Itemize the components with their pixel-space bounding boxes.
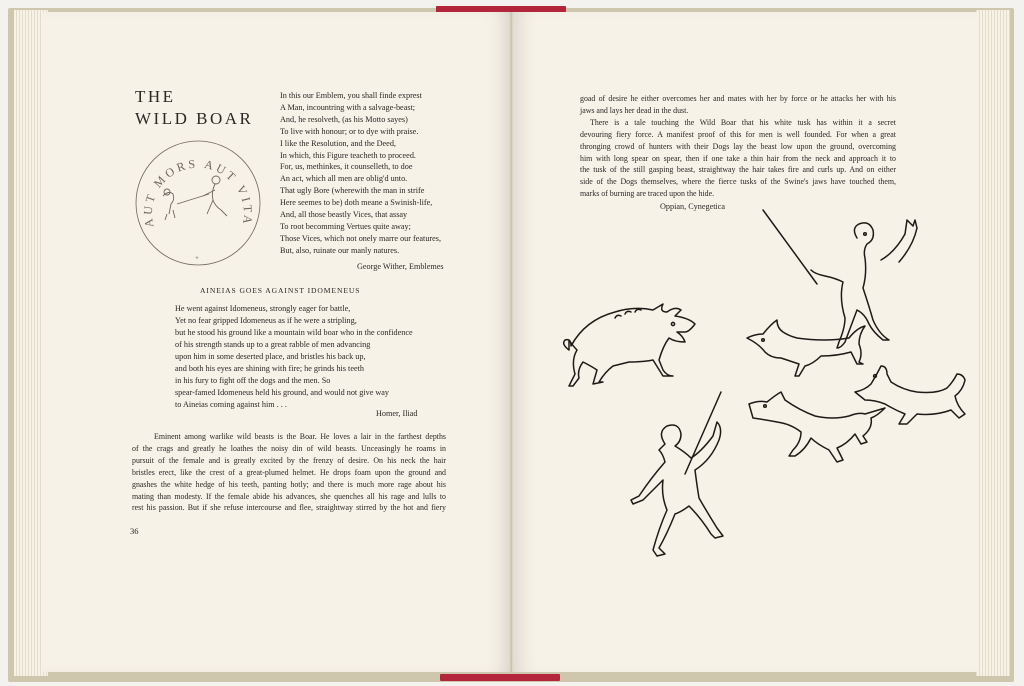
poem-line: To root becomming Vertues quite away; bbox=[280, 221, 411, 231]
emblem-motto: AUT MORS AUT VITA bbox=[140, 156, 256, 229]
prose-line: of the crags and greatly he loathes the noisy din of wild beasts. Unceasingly he roams in bbox=[132, 443, 446, 453]
poem-line: A Man, incountring with a salvage-beast; bbox=[280, 102, 416, 112]
hunt-illustration bbox=[535, 200, 975, 620]
iliad-line: and both his eyes are shining with fire; he grinds his teeth bbox=[175, 363, 364, 373]
poem-attribution: George Wither, Emblemes bbox=[357, 262, 444, 271]
prose-line: mating than modesty. If the female abide his advances, she quenches all his rage and lulls to bbox=[132, 491, 446, 501]
dog-middle-drawing bbox=[747, 320, 865, 376]
poem-line: To live with honour; or to dye with praise. bbox=[280, 126, 419, 136]
iliad-attribution: Homer, Iliad bbox=[376, 409, 418, 418]
poem-line: That ugly Bore (wherewith the man in strife bbox=[280, 186, 425, 196]
oppian-attribution: Oppian, Cynegetica bbox=[660, 202, 726, 211]
title-line-2: WILD BOAR bbox=[135, 109, 254, 128]
left-prose bbox=[132, 431, 446, 514]
iliad-line: but he stood his ground like a mountain wild boar who in the confidence bbox=[175, 327, 413, 337]
iliad-line: to Aineias coming against him . . . bbox=[175, 399, 287, 409]
dog-right-drawing bbox=[855, 366, 965, 424]
prose-line: goad of desire he either overcomes her and mates with her by force or he attacks her with his bbox=[580, 94, 896, 103]
prose-line: rest his passion. But if she refuse intercourse and flee, straightway stirred by the hot and fiery bbox=[132, 503, 446, 513]
prose-line: thronging crowd of hunters with their Dogs lay the beast low upon the ground, overcoming bbox=[580, 141, 896, 151]
page-title bbox=[135, 86, 253, 130]
section-heading: AINEIAS GOES AGAINST IDOMENEUS bbox=[200, 286, 361, 295]
poem-line: But, also, ruinate our manly natures. bbox=[280, 245, 400, 255]
poem-line: In which, this Figure teacheth to proceed. bbox=[280, 150, 416, 160]
poem-line: Here seemes to be) doth meane a Swinish-life, bbox=[280, 198, 433, 208]
right-prose bbox=[580, 93, 896, 200]
page-edges-right bbox=[976, 10, 1010, 676]
poem-line: And, all those beastly Vices, that assay bbox=[280, 210, 408, 220]
emblem-medallion bbox=[133, 138, 263, 268]
poem-line: And, he resolveth, (as his Motto sayes) bbox=[280, 114, 408, 124]
poem-line: An act, which all men are oblig'd unto. bbox=[280, 174, 408, 184]
hunter-with-club-drawing bbox=[763, 210, 917, 348]
prose-line: the tusk of the still gasping beast, straightway the hair takes fire and curls up. And on either bbox=[580, 165, 896, 175]
iliad-line: He went against Idomeneus, strongly eager for battle, bbox=[175, 304, 351, 313]
boar-drawing bbox=[564, 304, 695, 386]
poem-line: Those Vices, which not onely marre our features, bbox=[280, 233, 442, 243]
prose-line: Eminent among warlike wild beasts is the Boar. He loves a lair in the farthest depths bbox=[154, 432, 446, 441]
prose-line: him with long spear on spear, then if one take a thin hair from the neck and approach it to bbox=[580, 153, 896, 163]
prose-line: jaws and lays her dead in the dust. bbox=[580, 105, 689, 115]
prose-line: marks of burning are traced upon the hide. bbox=[580, 189, 715, 199]
hunter-with-spear-drawing bbox=[631, 392, 723, 556]
emblem-boar-icon bbox=[163, 189, 175, 220]
book-gutter bbox=[510, 12, 513, 672]
iliad-line: of his strength stands up to a great rabble of men advancing bbox=[175, 339, 371, 349]
iliad-quote bbox=[175, 303, 413, 411]
prose-line: pursuit of the female and is greatly excited by the frenzy of desire. On his neck the hair bbox=[132, 455, 446, 465]
prose-line: bristles erect, like the crest of a great-plumed helmet. He drops foam upon the ground and bbox=[132, 467, 446, 477]
iliad-line: upon him in some deserted place, and bristles his back up, bbox=[175, 351, 366, 361]
iliad-line: Yet no fear gripped Idomeneus as if he were a stripling, bbox=[175, 315, 357, 325]
title-line-1: THE bbox=[135, 87, 176, 106]
headband-bottom bbox=[440, 674, 560, 681]
svg-text:AUT MORS AUT VITA DECORA bbox=[133, 138, 255, 235]
prose-line: gnashes the white hedge of his teeth, panting hotly; and there is much more rage about his bbox=[132, 479, 446, 489]
emblem-hunter-icon bbox=[177, 176, 227, 216]
prose-line: There is a tale touching the Wild Boar that his white tusk has within it a secret bbox=[590, 117, 896, 127]
poem-line: For, us, methinkes, it counselleth, to doe bbox=[280, 162, 413, 172]
iliad-line: in his fury to fight off the dogs and the men. So bbox=[175, 375, 331, 385]
prose-line: devouring fiery force. A manifest proof of this for men is well founded. For when a great bbox=[580, 129, 896, 139]
emblem-poem bbox=[280, 90, 441, 257]
poem-line: In this our Emblem, you shall finde exprest bbox=[280, 91, 422, 100]
svg-text:+: + bbox=[195, 254, 199, 262]
prose-line: side of the Dogs themselves, where the fierce tusks of the Swine's jaws have touched them, bbox=[580, 177, 896, 187]
dog-bottom-drawing bbox=[749, 392, 885, 462]
iliad-line: spear-famed Idomeneus held his ground, and would not give way bbox=[175, 387, 390, 397]
page-number: 36 bbox=[130, 526, 139, 536]
poem-line: I like the Resolution, and the Deed, bbox=[280, 138, 396, 148]
